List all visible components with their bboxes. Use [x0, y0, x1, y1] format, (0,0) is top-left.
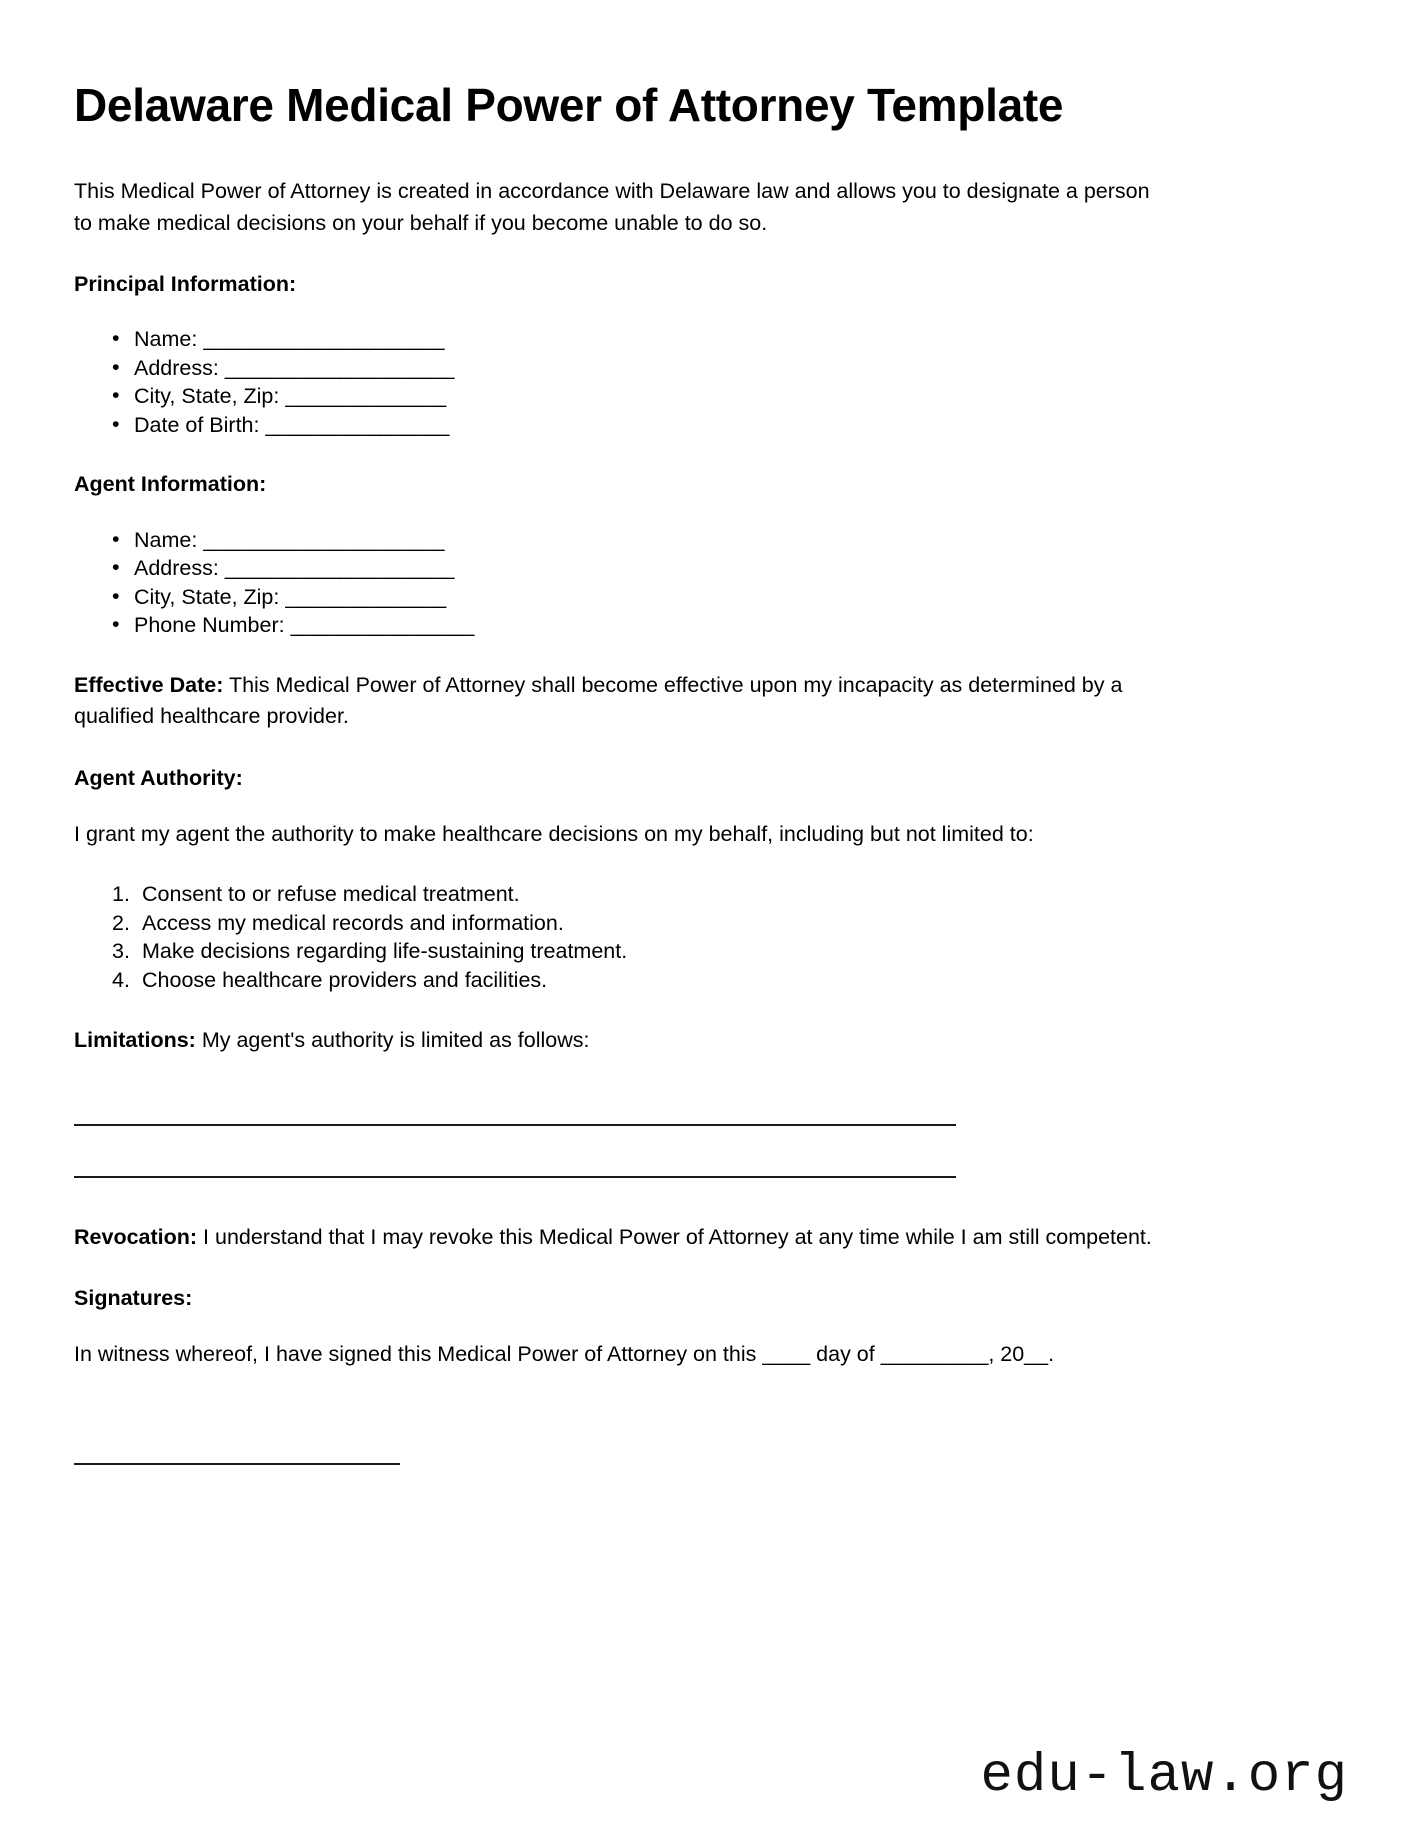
page-title: Delaware Medical Power of Attorney Template	[74, 79, 1064, 131]
limitations-text: My agent's authority is limited as follows:	[195, 1027, 590, 1052]
field-blank-line: ________________	[290, 613, 474, 638]
list-item	[112, 325, 1342, 354]
revocation-label: Revocation:	[74, 1224, 198, 1249]
field-label: Name:	[134, 527, 198, 552]
field-label: Name:	[134, 327, 198, 352]
field-label: Phone Number:	[134, 613, 285, 638]
list-item: Consent to or refuse medical treatment.	[142, 882, 520, 907]
field-blank-line: ____________________	[224, 556, 454, 581]
effective-date-paragraph	[74, 670, 1166, 733]
agent-authority-list	[74, 880, 1342, 994]
list-item	[112, 354, 1342, 383]
agent-authority-intro: I grant my agent the authority to make healthcare decisions on my behalf, including but not limited to:	[74, 821, 1034, 846]
list-item	[112, 611, 1342, 640]
limitations-spacer-top	[74, 1082, 1342, 1124]
list-item: Make decisions regarding life-sustaining treatment.	[142, 939, 628, 964]
revocation-paragraph	[74, 1222, 1166, 1253]
limitations-label: Limitations:	[74, 1027, 196, 1052]
field-label: Address:	[134, 556, 219, 581]
field-label: Date of Birth:	[134, 412, 260, 437]
field-label: Address:	[134, 355, 219, 380]
list-item	[112, 382, 1342, 411]
limitations-spacer-bottom	[74, 1178, 1342, 1222]
signatures-heading: Signatures:	[74, 1286, 193, 1311]
list-item	[112, 526, 1342, 555]
watermark-edu-law: edu-law.org	[980, 1746, 1348, 1807]
list-item	[112, 583, 1342, 612]
limitations-spacer-middle	[74, 1126, 1342, 1176]
field-blank-line: ______________	[285, 584, 446, 609]
intro-paragraph: This Medical Power of Attorney is created in accordance with Delaware law and allows you to designate a person to make medical decisions on your behalf if you become unable to do so.	[74, 179, 1150, 235]
signature-line	[74, 1463, 400, 1465]
field-label: City, State, Zip:	[134, 384, 280, 409]
list-item: Access my medical records and information.	[142, 910, 564, 935]
effective-date-text: This Medical Power of Attorney shall become effective upon my incapacity as determined by a qualified healthcare provider.	[74, 672, 1123, 729]
field-blank-line: ______________	[285, 384, 446, 409]
witness-statement: In witness whereof, I have signed this Medical Power of Attorney on this ____ day of _________, 20__.	[74, 1342, 1055, 1367]
field-blank-line: ____________________	[224, 355, 454, 380]
principal-information-list	[74, 325, 1342, 439]
signature-spacer	[74, 1401, 1342, 1463]
revocation-text: I understand that I may revoke this Medical Power of Attorney at any time while I am still competent.	[197, 1224, 1152, 1249]
principal-information-heading: Principal Information:	[74, 272, 297, 297]
list-item	[112, 411, 1342, 440]
agent-information-heading: Agent Information:	[74, 472, 267, 497]
field-blank-line: _____________________	[203, 327, 444, 352]
agent-authority-heading: Agent Authority:	[74, 765, 243, 790]
field-blank-line: _____________________	[203, 527, 444, 552]
effective-date-label: Effective Date:	[74, 672, 224, 697]
list-item: Choose healthcare providers and facilities.	[142, 967, 548, 992]
limitations-paragraph	[74, 1025, 1166, 1056]
agent-information-list	[74, 526, 1342, 640]
list-item	[112, 554, 1342, 583]
field-label: City, State, Zip:	[134, 584, 280, 609]
field-blank-line: ________________	[265, 412, 449, 437]
